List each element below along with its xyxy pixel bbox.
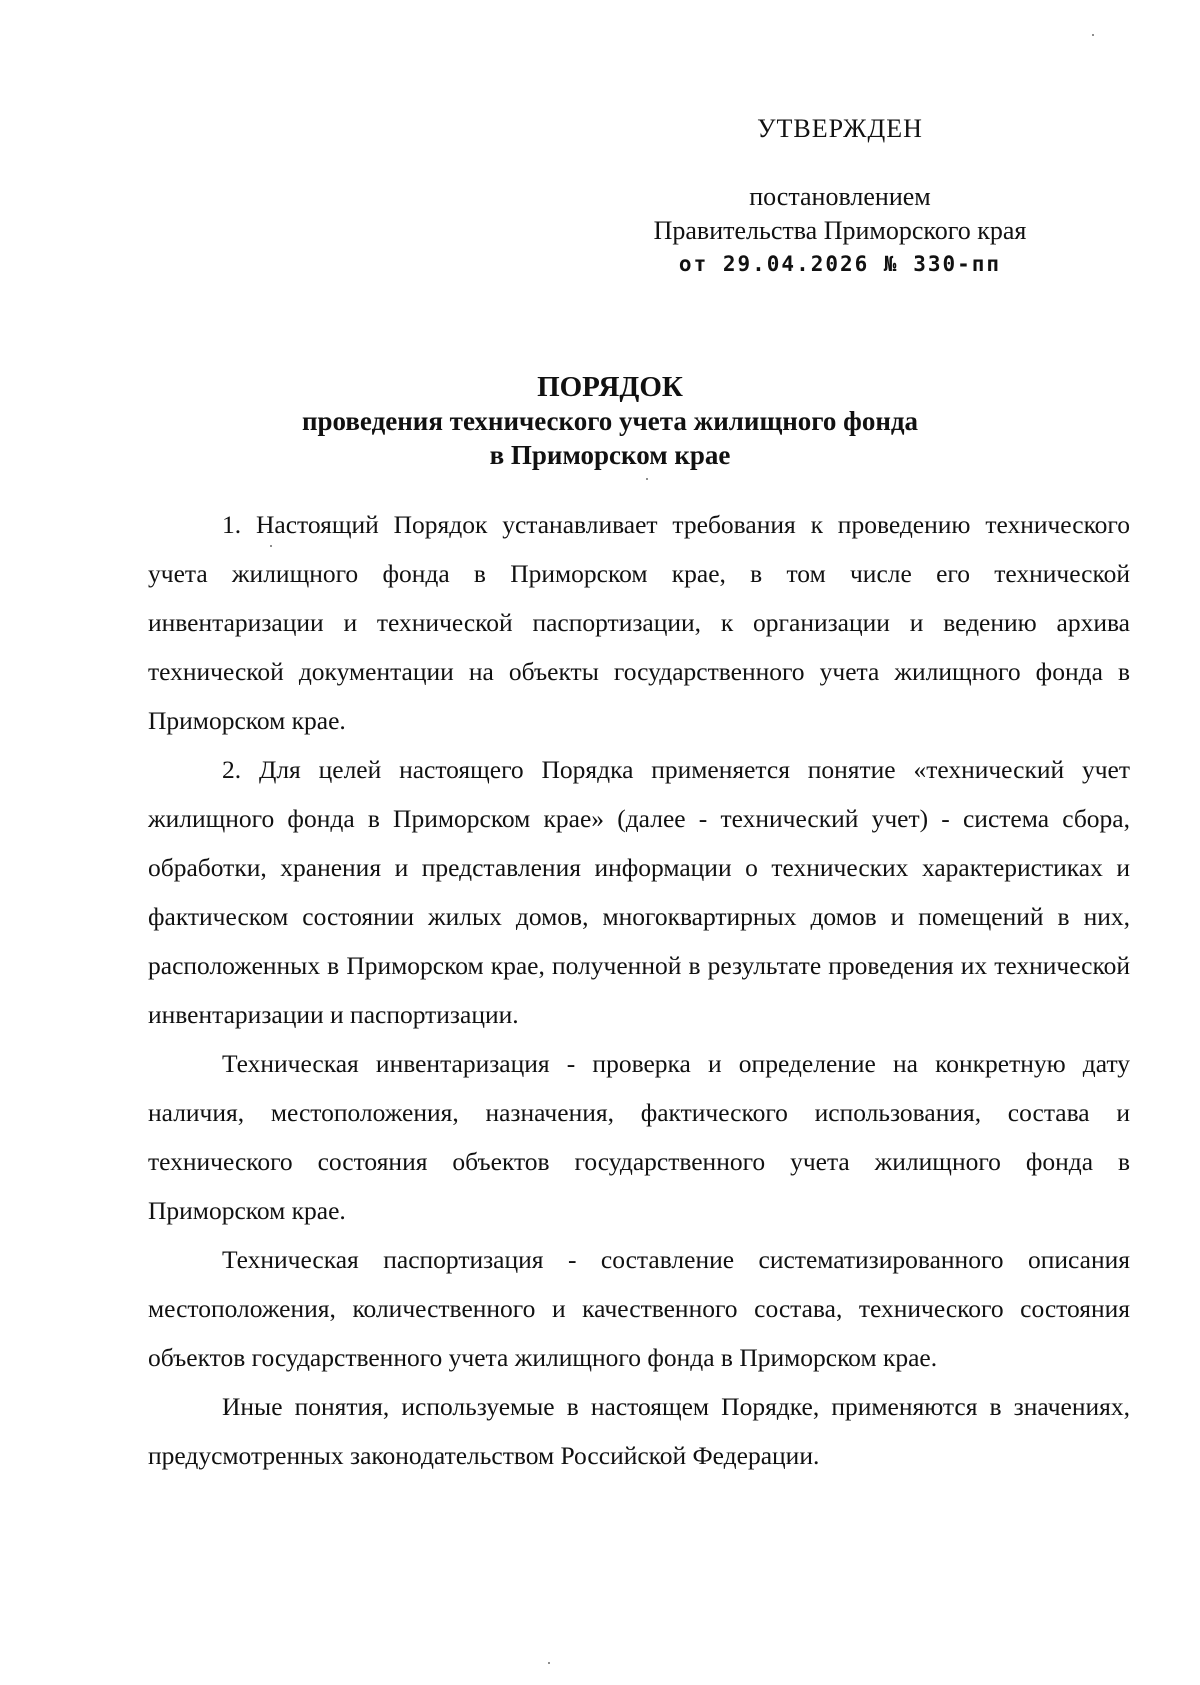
scan-speck [1092,34,1094,36]
paragraph-3: Техническая инвентаризация - проверка и определение на конкретную дату наличия, местоположения, назначения, фактического использования, состава и технического состояния объектов государственного учета жилищного фонда в Приморском крае. [148,1049,1130,1225]
approval-authority: Правительства Приморского края [653,216,1027,245]
approval-resolution-label: постановлением [749,182,931,211]
scan-speck [270,545,272,547]
paragraph-1: 1. Настоящий Порядок устанавливает требования к проведению технического учета жилищного фонда в Приморском крае, в том числе его технической инвентаризации и технической паспортизации, к организации и ведению архива технической документации на объекты государственного учета жилищного фонда в Приморском крае. [148,510,1130,735]
document-subtitle-line-1: проведения технического учета жилищного фонда [301,406,919,436]
paragraph-2: 2. Для целей настоящего Порядка применяется понятие «технический учет жилищного фонда в Приморском крае» (далее - технический учет) - система сбора, обработки, хранения и представления информации о технических характеристиках и фактическом состоянии жилых домов, многоквартирных домов и помещений в них, расположенных в Приморском крае, полученной в результате проведения их технической инвентаризации и паспортизации. [148,755,1130,1029]
paragraph-5: Иные понятия, используемые в настоящем Порядке, применяются в значениях, предусмотренных законодательством Российской Федерации. [148,1392,1130,1470]
document-title: ПОРЯДОК [537,371,683,403]
scan-speck [646,478,648,480]
scan-speck [548,1662,550,1664]
document-subtitle-line-2: в Приморском крае [489,440,731,470]
approval-date-number: от 29.04.2026 № 330-пп [678,252,1002,276]
paragraph-4: Техническая паспортизация - составление систематизированного описания местоположения, количественного и качественного состава, технического состояния объектов государственного учета жилищного фонда в Приморском крае. [148,1245,1130,1372]
approval-title: УТВЕРЖДЕН [757,114,923,143]
document-body [148,500,1130,1480]
